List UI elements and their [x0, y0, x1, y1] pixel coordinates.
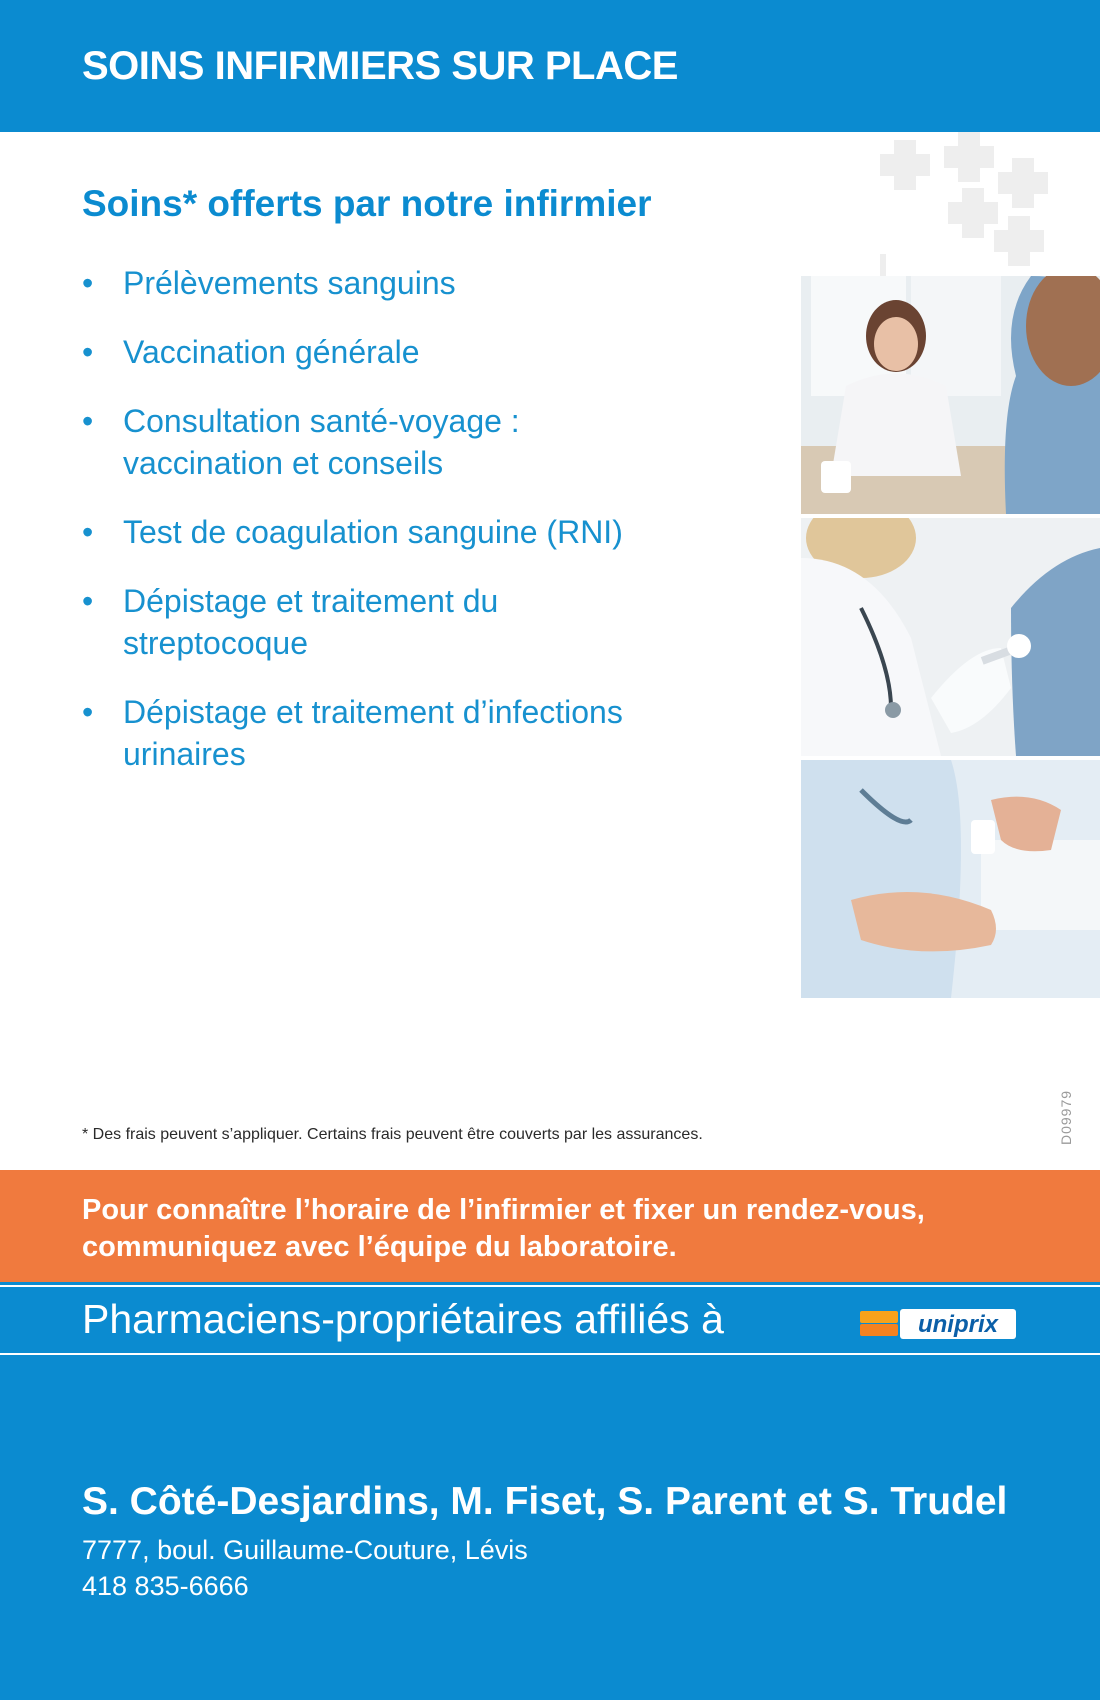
footnote: * Des frais peuvent s’appliquer. Certains frais peuvent être couverts par les assurances.: [82, 1126, 703, 1143]
photo-vaccination: [801, 518, 1100, 756]
affiliation-text: Pharmaciens-propriétaires affiliés à: [82, 1296, 724, 1342]
service-text: Prélèvements sanguins: [123, 265, 456, 301]
pharmacy-address: 7777, boul. Guillaume-Couture, Lévis: [82, 1535, 528, 1565]
service-text: Dépistage et traitement d’infections: [123, 694, 623, 730]
divider-top: [0, 1285, 1100, 1287]
reference-code: D09979: [1058, 1089, 1074, 1145]
bullet-icon: •: [82, 583, 94, 619]
divider-bottom: [0, 1353, 1100, 1355]
pharmacy-owners: S. Côté-Desjardins, M. Fiset, S. Parent et S. Trudel: [82, 1480, 1008, 1523]
plus-cross-decoration-icon: [880, 132, 1100, 280]
bullet-icon: •: [82, 403, 94, 439]
service-item: [82, 262, 762, 304]
page-title: SOINS INFIRMIERS SUR PLACE: [82, 44, 678, 88]
service-item: [82, 691, 762, 775]
uniprix-logo-icon: [858, 1303, 1018, 1347]
cta-line: Pour connaître l’horaire de l’infirmier et fixer un rendez-vous,: [82, 1194, 925, 1226]
pharmacy-phone[interactable]: 418 835-6666: [82, 1571, 249, 1601]
service-item: [82, 511, 762, 553]
service-text-continued: vaccination et conseils: [123, 445, 444, 481]
service-text: Vaccination générale: [123, 334, 420, 370]
bullet-icon: •: [82, 265, 94, 301]
bullet-icon: •: [82, 694, 94, 730]
photo-nurse-consultation: [801, 276, 1100, 514]
service-text: Consultation santé-voyage :: [123, 403, 520, 439]
service-text-continued: streptocoque: [123, 625, 309, 661]
bullet-icon: •: [82, 514, 94, 550]
photo-bandaging: [801, 760, 1100, 998]
logo-wordmark: uniprix: [917, 1311, 999, 1338]
service-item: [82, 580, 762, 664]
cta-line: communiquez avec l’équipe du laboratoire.: [82, 1231, 677, 1263]
section-title: Soins* offerts par notre infirmier: [82, 183, 652, 224]
service-item: [82, 331, 762, 373]
bullet-icon: •: [82, 334, 94, 370]
service-text: Test de coagulation sanguine (RNI): [123, 514, 623, 550]
service-text-continued: urinaires: [123, 736, 246, 772]
service-item: [82, 400, 762, 484]
call-to-action: [82, 1192, 1082, 1266]
service-text: Dépistage et traitement du: [123, 583, 499, 619]
services-list: [82, 262, 762, 802]
